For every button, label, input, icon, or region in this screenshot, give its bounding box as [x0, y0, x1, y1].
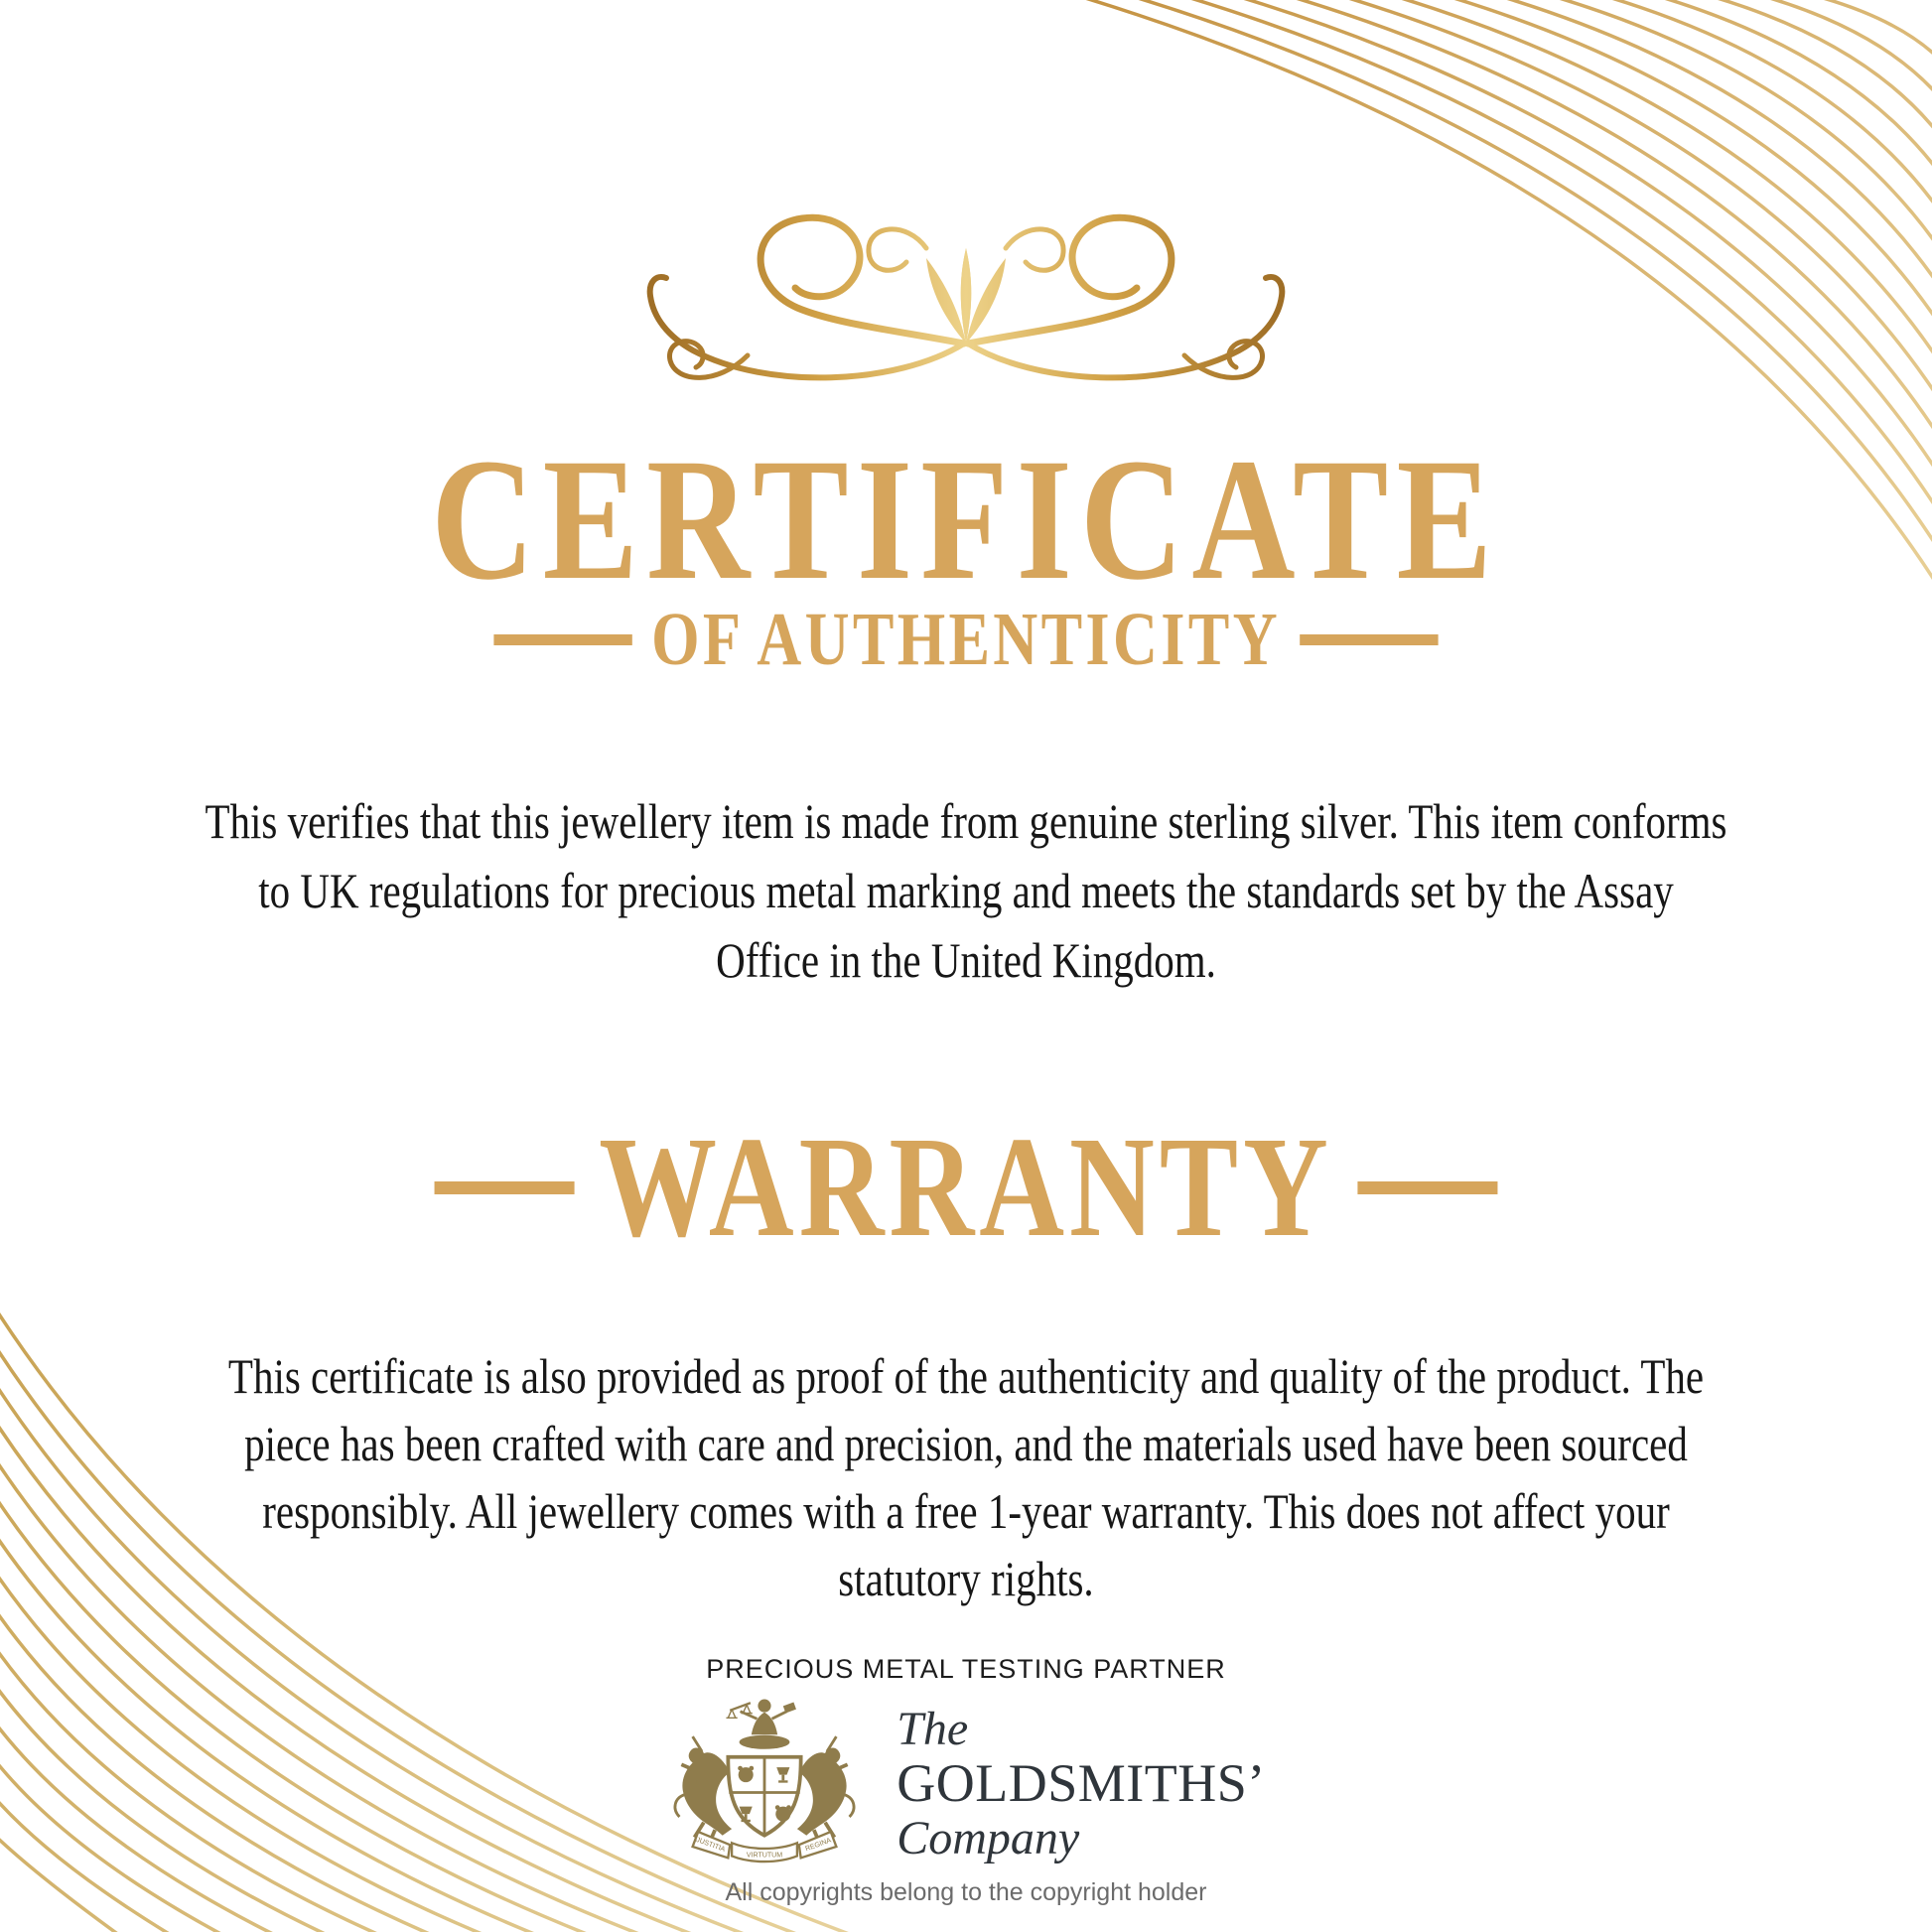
- certificate-subtitle-text: OF AUTHENTICITY: [651, 598, 1281, 681]
- crest-motto-right: REGINA: [804, 1837, 833, 1854]
- subtitle-right-bar: [1301, 634, 1439, 645]
- certificate-subtitle: [174, 598, 1758, 681]
- goldsmiths-logo-text: [897, 1705, 1266, 1865]
- intro-paragraph: [174, 786, 1758, 995]
- subtitle-left-bar: [493, 634, 631, 645]
- goldsmiths-crest-icon: [666, 1692, 863, 1878]
- intro-line-1: This verifies that this jewellery item is made from genuine sterling silver. This item conforms: [205, 793, 1727, 849]
- copyright-notice: All copyrights belong to the copyright holder: [725, 1878, 1207, 1906]
- warranty-line-1: This certificate is also provided as proof of the authenticity and quality of the product. The: [227, 1348, 1705, 1404]
- crest-motto-center: VIRTUTUM: [747, 1852, 783, 1860]
- warranty-line-4: statutory rights.: [838, 1551, 1094, 1606]
- warranty-left-bar: [435, 1181, 575, 1194]
- logo-name: GOLDSMITHS’: [897, 1753, 1266, 1813]
- warranty-right-bar: [1357, 1181, 1497, 1194]
- intro-line-2: to UK regulations for precious metal marking and meets the standards set by the Assay: [258, 863, 1674, 918]
- certificate-title-text: CERTIFICATE: [431, 423, 1501, 617]
- intro-line-3: Office in the United Kingdom.: [716, 932, 1216, 988]
- warranty-line-2: piece has been crafted with care and precision, and the materials used have been sourced: [244, 1416, 1688, 1471]
- warranty-line-3: responsibly. All jewellery comes with a free 1-year warranty. This does not affect your: [262, 1483, 1670, 1539]
- crest-motto-left: JUSTITIA: [695, 1836, 727, 1854]
- warranty-heading: [174, 1108, 1758, 1267]
- goldsmiths-logo: [0, 1692, 1932, 1878]
- partner-label: PRECIOUS METAL TESTING PARTNER: [706, 1654, 1226, 1684]
- warranty-paragraph: [174, 1342, 1758, 1612]
- logo-the: The: [897, 1703, 969, 1755]
- certificate-title: [0, 423, 1932, 617]
- logo-company: Company: [897, 1812, 1080, 1864]
- warranty-heading-text: WARRANTY: [599, 1108, 1333, 1267]
- flourish-ornament-icon: [599, 197, 1333, 395]
